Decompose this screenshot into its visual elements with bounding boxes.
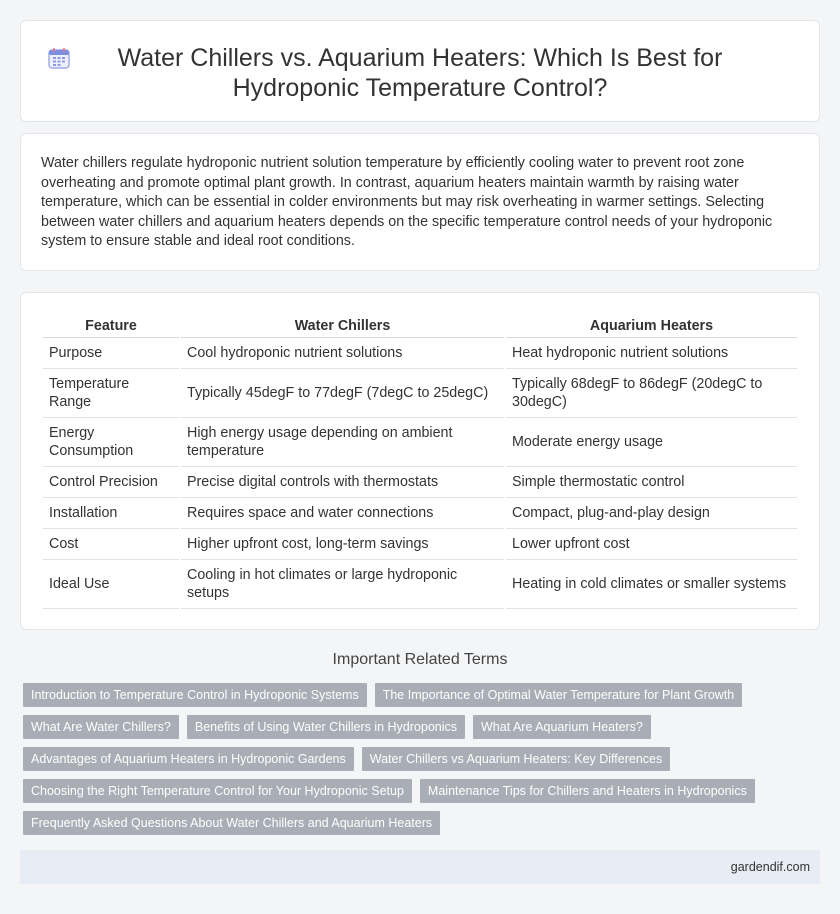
table-row: [43, 338, 797, 369]
related-term-tag[interactable]: Water Chillers vs Aquarium Heaters: Key Differences: [362, 747, 670, 771]
footer-site-link[interactable]: gardendif.com: [730, 860, 810, 874]
related-terms-list: [23, 683, 823, 843]
related-term-tag[interactable]: Maintenance Tips for Chillers and Heaters in Hydroponics: [420, 779, 755, 803]
table-cell-water-chillers: Cool hydroponic nutrient solutions: [181, 338, 504, 369]
table-cell-feature: Ideal Use: [43, 560, 179, 609]
table-header-row: [43, 313, 797, 338]
table-cell-water-chillers: Cooling in hot climates or large hydroponic setups: [181, 560, 504, 609]
table-header-feature: Feature: [43, 313, 179, 338]
comparison-table: [41, 313, 799, 609]
table-header-water-chillers: Water Chillers: [181, 313, 504, 338]
related-term-tag[interactable]: What Are Water Chillers?: [23, 715, 179, 739]
table-cell-feature: Energy Consumption: [43, 418, 179, 467]
related-term-tag[interactable]: Frequently Asked Questions About Water Chillers and Aquarium Heaters: [23, 811, 440, 835]
table-cell-aquarium-heaters: Moderate energy usage: [506, 418, 797, 467]
table-cell-aquarium-heaters: Lower upfront cost: [506, 529, 797, 560]
table-header-aquarium-heaters: Aquarium Heaters: [506, 313, 797, 338]
related-term-tag[interactable]: Benefits of Using Water Chillers in Hydroponics: [187, 715, 465, 739]
page-title: Water Chillers vs. Aquarium Heaters: Which Is Best for Hydroponic Temperature Control?: [117, 44, 723, 102]
related-term-tag[interactable]: Choosing the Right Temperature Control for Your Hydroponic Setup: [23, 779, 412, 803]
table-cell-water-chillers: High energy usage depending on ambient temperature: [181, 418, 504, 467]
table-cell-aquarium-heaters: Simple thermostatic control: [506, 467, 797, 498]
related-term-tag[interactable]: Introduction to Temperature Control in Hydroponic Systems: [23, 683, 367, 707]
table-row: [43, 369, 797, 418]
table-cell-aquarium-heaters: Heat hydroponic nutrient solutions: [506, 338, 797, 369]
table-cell-feature: Cost: [43, 529, 179, 560]
table-cell-water-chillers: Requires space and water connections: [181, 498, 504, 529]
table-cell-aquarium-heaters: Compact, plug-and-play design: [506, 498, 797, 529]
table-cell-water-chillers: Precise digital controls with thermostats: [181, 467, 504, 498]
table-row: [43, 498, 797, 529]
related-term-tag[interactable]: The Importance of Optimal Water Temperature for Plant Growth: [375, 683, 743, 707]
table-row: [43, 560, 797, 609]
related-term-tag[interactable]: What Are Aquarium Heaters?: [473, 715, 651, 739]
intro-paragraph: Water chillers regulate hydroponic nutrient solution temperature by efficiently cooling water to prevent root zone overheating and promote optimal plant growth. In contrast, aquarium heaters maintain warmth by raising water temperature, which can be essential in colder environments but may risk overheating in warmer settings. Selecting between water chillers and aquarium heaters depends on the specific temperature control needs of your hydroponic system to ensure stable and ideal root conditions.: [41, 155, 773, 250]
table-cell-feature: Temperature Range: [43, 369, 179, 418]
intro-card: [20, 133, 820, 271]
related-terms-heading: Important Related Terms: [332, 651, 508, 668]
table-cell-aquarium-heaters: Heating in cold climates or smaller systems: [506, 560, 797, 609]
table-row: [43, 529, 797, 560]
footer: [20, 850, 820, 884]
table-row: [43, 418, 797, 467]
table-cell-feature: Control Precision: [43, 467, 179, 498]
table-cell-feature: Installation: [43, 498, 179, 529]
table-cell-water-chillers: Typically 45degF to 77degF (7degC to 25degC): [181, 369, 504, 418]
related-term-tag[interactable]: Advantages of Aquarium Heaters in Hydroponic Gardens: [23, 747, 354, 771]
comparison-table-card: [20, 292, 820, 630]
table-cell-feature: Purpose: [43, 338, 179, 369]
table-row: [43, 467, 797, 498]
table-cell-aquarium-heaters: Typically 68degF to 86degF (20degC to 30degC): [506, 369, 797, 418]
table-cell-water-chillers: Higher upfront cost, long-term savings: [181, 529, 504, 560]
header-card: [20, 20, 820, 122]
